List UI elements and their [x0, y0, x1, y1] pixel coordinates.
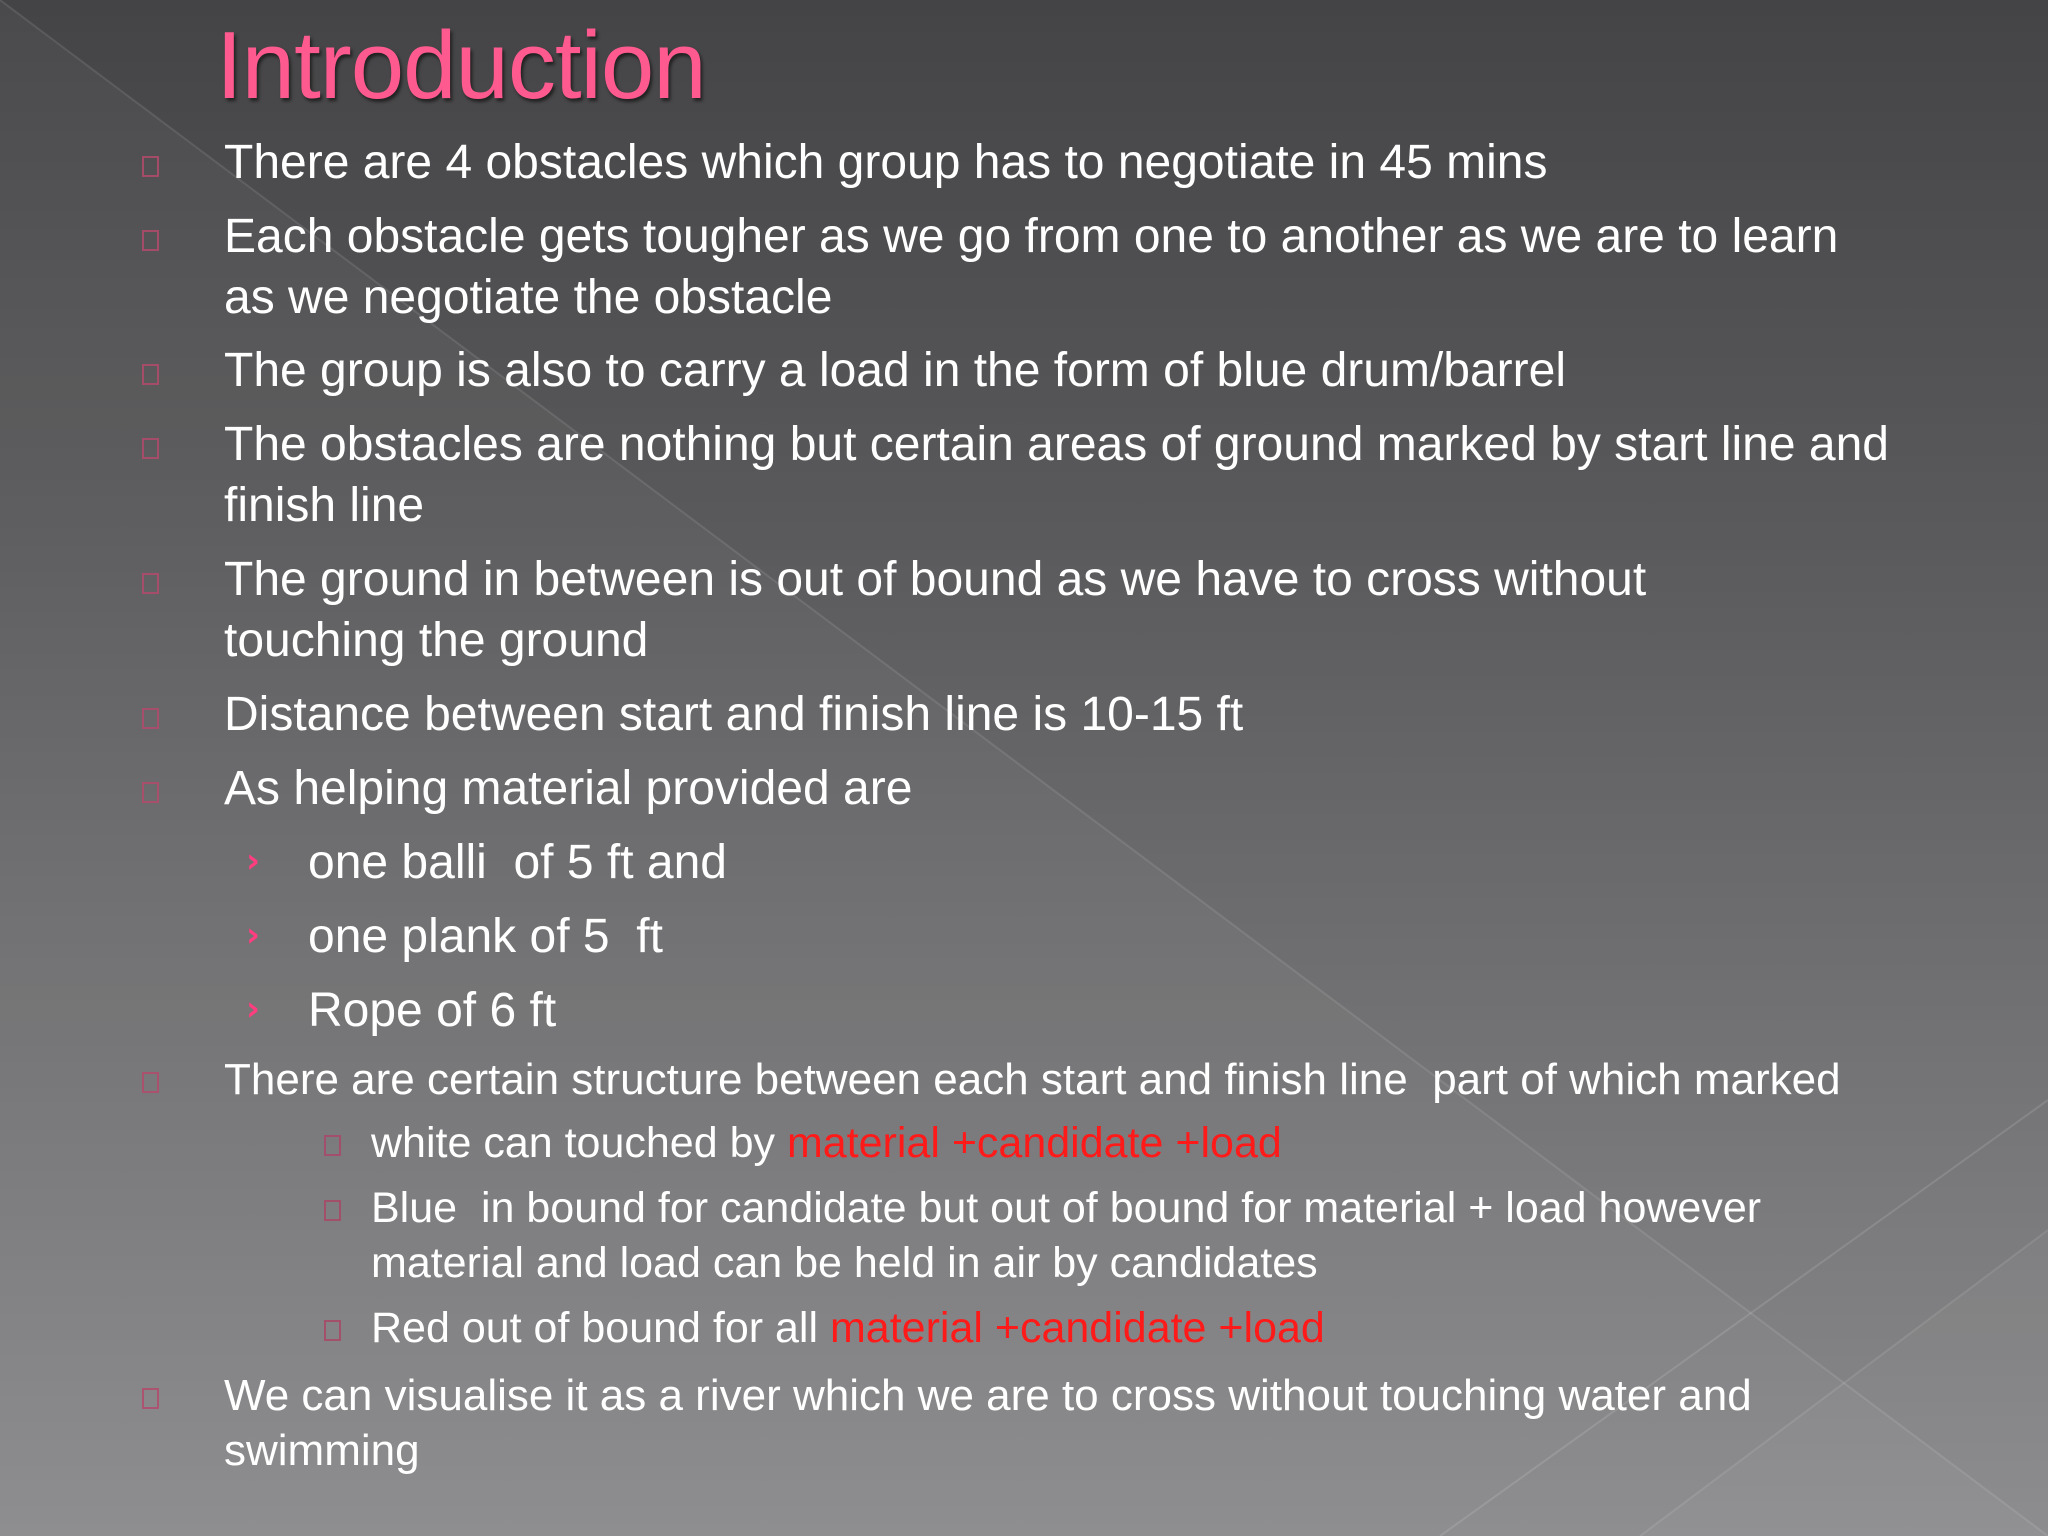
square-box-icon [324, 1135, 341, 1156]
bullet-item [224, 1368, 1924, 1478]
chevron-right-icon: › [246, 989, 261, 1029]
structure-item [371, 1181, 1891, 1291]
bullet-text: We can visualise it as a river which we are to cross without touching water and swimming [224, 1371, 1752, 1475]
bullet-text: There are 4 obstacles which group has to negotiate in 45 mins [224, 136, 1548, 189]
sub-bullet-text: one balli of 5 ft and [308, 836, 727, 889]
bullet-item [224, 684, 1924, 745]
bullet-item [224, 414, 1924, 536]
square-box-icon [142, 438, 159, 459]
square-box-icon [324, 1320, 341, 1341]
square-box-icon [142, 230, 159, 251]
chevron-right-icon: › [246, 915, 261, 955]
structure-item [371, 1116, 1891, 1171]
structure-item-highlight: material +candidate +load [786, 1119, 1282, 1167]
structure-item-text: white can touched by [371, 1119, 787, 1167]
bullet-text: There are certain structure between each start and finish line part of which marked [224, 1055, 1841, 1104]
bullet-item [224, 1052, 1924, 1107]
slide-title: Introduction [216, 12, 706, 119]
bullet-item [224, 758, 1924, 819]
bullet-item [224, 549, 1924, 671]
structure-item [371, 1301, 1891, 1356]
sub-bullet-item [246, 832, 1808, 893]
sub-bullet-text: Rope of 6 ft [308, 984, 557, 1037]
sub-bullet-text: one plank of 5 ft [308, 910, 663, 963]
bullet-text: The ground in between is out of bound as we have to cross without touching the ground [224, 553, 1647, 667]
structure-item-line [371, 1301, 1891, 1356]
structure-item-text: Red out of bound for all [371, 1304, 830, 1352]
sub-bullet-item [246, 980, 1808, 1041]
bullet-text: Distance between start and finish line is 10-15 ft [224, 688, 1244, 741]
bullet-text: As helping material provided are [224, 762, 913, 815]
square-box-icon [142, 156, 159, 177]
structure-item-line [371, 1116, 1891, 1171]
square-box-icon [142, 573, 159, 594]
square-box-icon [142, 1388, 159, 1409]
bullet-text: The group is also to carry a load in the form of blue drum/barrel [224, 344, 1566, 397]
bullet-item [224, 340, 1924, 401]
square-box-icon [142, 1072, 159, 1093]
square-box-icon [142, 708, 159, 729]
structure-item-highlight: material +candidate +load [829, 1304, 1325, 1352]
square-box-icon [142, 364, 159, 385]
structure-item-text: Blue in bound for candidate but out of bound for material + load however material and load can be held in air by candidates [371, 1184, 1774, 1287]
sub-bullet-item [246, 906, 1808, 967]
bullet-item [224, 132, 1924, 193]
square-box-icon [324, 1200, 341, 1221]
bullet-text: Each obstacle gets tougher as we go from one to another as we are to learn as we negotiate the obstacle [224, 210, 1839, 324]
bullet-item [224, 206, 1924, 328]
bullet-text: The obstacles are nothing but certain areas of ground marked by start line and finish line [224, 418, 1889, 532]
chevron-right-icon: › [246, 841, 261, 881]
square-box-icon [142, 782, 159, 803]
